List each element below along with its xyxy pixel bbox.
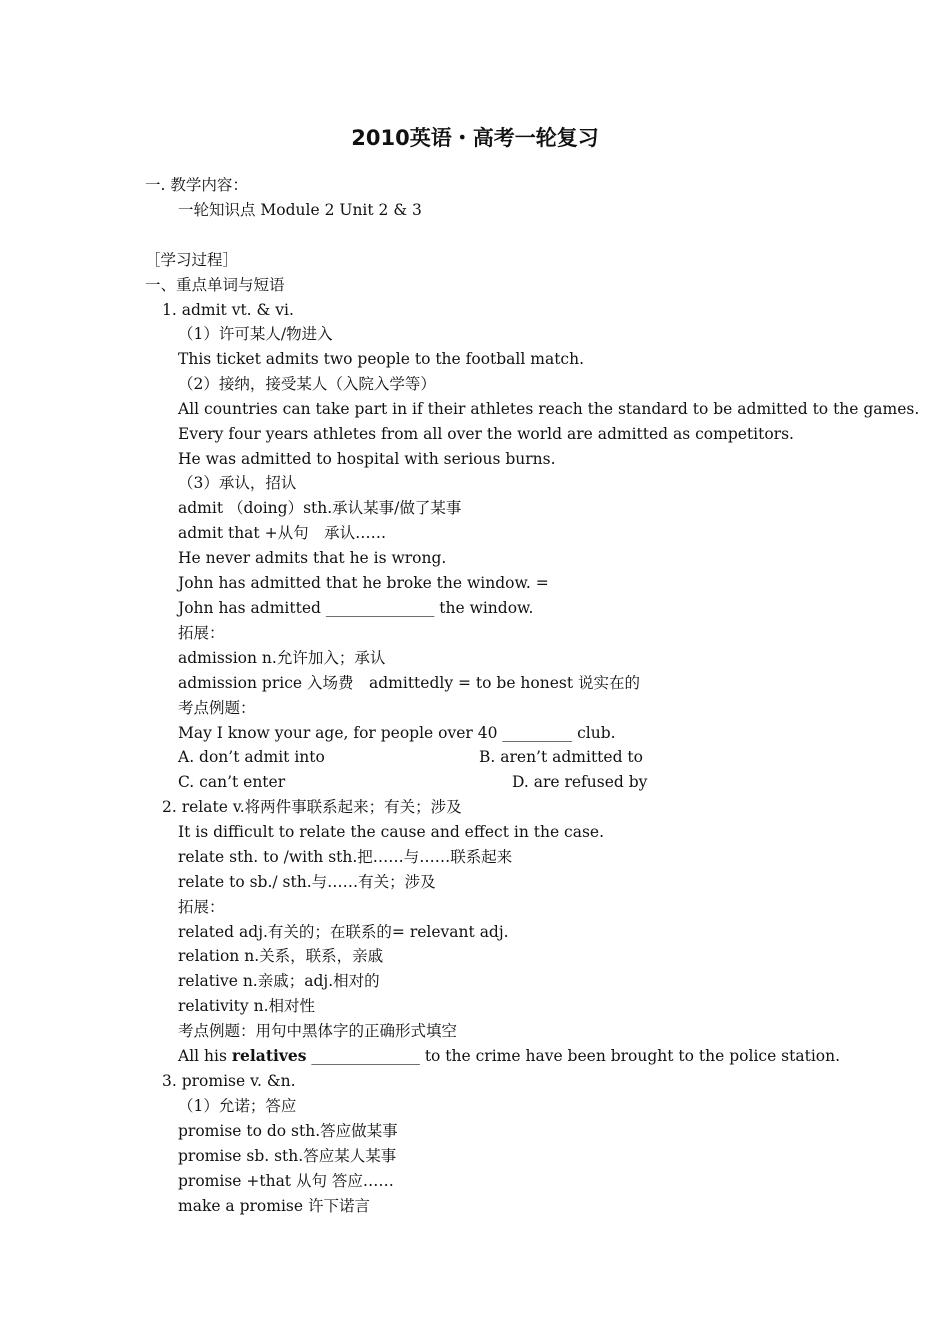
item-1-question: May I know your age, for people over 40 _________ club. (178, 724, 616, 742)
item-2-extension-label: 拓展： (178, 898, 225, 916)
item-3-usage-1: promise to do sth.答应做某事 (178, 1122, 398, 1140)
item-2-question-suffix: ______________ to the crime have been brought to the police station. (306, 1047, 841, 1065)
item-2-question-prefix: All his (178, 1047, 232, 1065)
item-1-exam-label: 考点例题： (178, 699, 256, 717)
item-1-extension-2: admission price 入场费 admittedly = to be honest 说实在的 (178, 674, 641, 692)
item-1-example-6: John has admitted that he broke the window. = (178, 574, 549, 592)
item-2-question-bold-word: relatives (231, 1046, 307, 1065)
item-1-option-d: D. are refused by (512, 773, 648, 791)
item-2-heading: 2. relate v.将两件事联系起来；有关；涉及 (162, 798, 462, 816)
item-1-heading: 1. admit vt. & vi. (162, 301, 294, 319)
item-1-example-1: This ticket admits two people to the football match. (178, 350, 585, 368)
item-2-extension-2: relation n.关系，联系，亲戚 (178, 947, 384, 965)
item-3-usage-4: make a promise 许下诺言 (178, 1197, 370, 1215)
item-1-extension-1: admission n.允许加入；承认 (178, 649, 386, 667)
item-1-meaning-1: （1）许可某人/物进入 (178, 325, 333, 343)
item-3-heading: 3. promise v. &n. (162, 1072, 296, 1090)
item-2-question (178, 1046, 840, 1066)
item-3-usage-3: promise +that 从句 答应…… (178, 1172, 394, 1190)
item-1-usage-2: admit that +从句 承认…… (178, 524, 387, 542)
item-1-meaning-3: （3）承认，招认 (178, 474, 297, 492)
item-2-extension-4: relativity n.相对性 (178, 997, 316, 1015)
item-1-example-7: John has admitted ______________ the window. (178, 599, 534, 617)
vocabulary-heading: 一、重点单词与短语 (145, 276, 285, 294)
item-2-usage-1: relate sth. to /with sth.把……与……联系起来 (178, 848, 513, 866)
item-1-example-4: He was admitted to hospital with serious burns. (178, 450, 556, 468)
item-2-exam-label: 考点例题：用句中黑体字的正确形式填空 (178, 1022, 458, 1040)
item-3-usage-2: promise sb. sth.答应某人某事 (178, 1147, 397, 1165)
item-3-meaning-1: （1）允诺；答应 (178, 1097, 297, 1115)
item-2-extension-1: related adj.有关的；在联系的= relevant adj. (178, 923, 509, 941)
section-heading-teaching-content: 一. 教学内容： (145, 176, 248, 194)
item-2-example-1: It is difficult to relate the cause and effect in the case. (178, 823, 605, 841)
item-2-extension-3: relative n.亲戚；adj.相对的 (178, 972, 380, 990)
item-1-example-2: All countries can take part in if their athletes reach the standard to be admitted to the games. (178, 400, 920, 418)
item-1-option-c: C. can’t enter (178, 773, 286, 791)
item-1-extension-label: 拓展： (178, 624, 225, 642)
item-1-option-b: B. aren’t admitted to (479, 748, 643, 766)
item-1-usage-1: admit （doing）sth.承认某事/做了某事 (178, 499, 462, 517)
item-1-option-a: A. don’t admit into (178, 748, 325, 766)
document-title: 2010英语・高考一轮复习 (351, 126, 599, 150)
item-1-example-3: Every four years athletes from all over the world are admitted as competitors. (178, 425, 794, 443)
learning-process-heading: ［学习过程］ (145, 251, 239, 269)
item-1-meaning-2: （2）接纳，接受某人（入院入学等） (178, 375, 436, 393)
item-1-example-5: He never admits that he is wrong. (178, 549, 447, 567)
item-2-usage-2: relate to sb./ sth.与……有关；涉及 (178, 873, 436, 891)
teaching-content-text: 一轮知识点 Module 2 Unit 2 & 3 (178, 201, 422, 219)
